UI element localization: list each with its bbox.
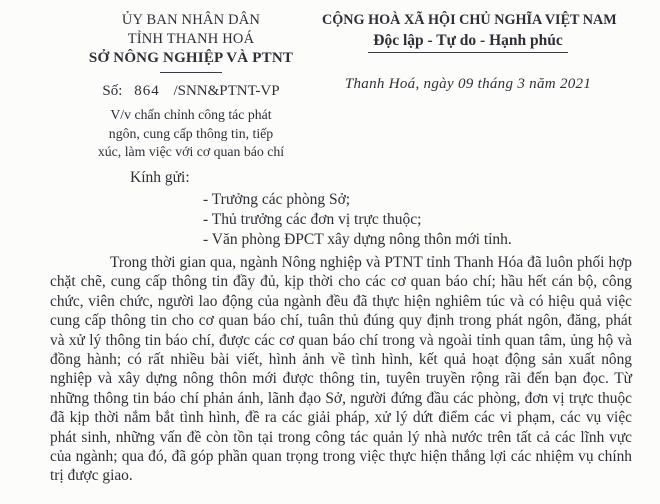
agency-underline-rule: [160, 72, 222, 73]
issuer-agency-name: SỞ NÔNG NGHIỆP VÀ PTNT: [88, 50, 294, 66]
recipient-line: - Thủ trưởng các đơn vị trực thuộc;: [203, 211, 422, 229]
issuer-superior-line2: TỈNH THANH HOÁ: [127, 31, 255, 47]
recipient-line: - Văn phòng ĐPCT xây dựng nông thôn mới tỉnh.: [203, 231, 512, 249]
place-and-date: Thanh Hoá, ngày 09 tháng 3 năm 2021: [344, 76, 592, 92]
national-motto: Độc lập - Tự do - Hạnh phúc: [368, 31, 567, 53]
document-number-value: 864: [134, 83, 160, 99]
salutation-label: Kính gửi:: [130, 169, 190, 186]
document-subject-line: ngôn, cung cấp thông tin, tiếp: [108, 125, 274, 141]
document-number-line: [50, 82, 332, 101]
issuer-superior-line1: ỦY BAN NHÂN DÂN: [121, 12, 261, 28]
recipient-line: - Trưởng các phòng Sở;: [203, 191, 351, 208]
document-subject: [50, 106, 332, 162]
document-subject-line: V/v chấn chỉnh công tác phát: [110, 107, 272, 122]
recipients-list: [203, 190, 512, 251]
document-number-suffix: /SNN&PTNT-VP: [173, 83, 280, 99]
document-subject-line: xúc, làm việc với cơ quan báo chí: [97, 144, 285, 160]
body-paragraph: Trong thời gian qua, ngành Nông nghiệp và PTNT tỉnh Thanh Hóa đã luôn phối hợp chặt chẽ, cung cấp thông tin đầy đủ, kịp thời cho các cơ quan báo chí; hầu hết cán bộ, công chức, viên chức, người lao động của ngành đều đã thực hiện nghiêm túc và có hiệu quả việc cung cấp thông tin cho cơ quan báo chí, tuân thủ đúng quy định trong phát ngôn, đăng, phát và xử lý thông tin báo chí, được các cơ quan báo chí trong và ngoài tỉnh quan tâm, ủng hộ và đồng hành; có rất nhiều bài viết, hình ảnh về tình hình, kết quả hoạt động sản xuất nông nghiệp và xây dựng nông thôn mới được thông tin, tuyên truyền rộng rãi đến bạn đọc. Từ những thông tin báo chí phản ánh, lãnh đạo Sở, người đứng đầu các phòng, đơn vị trực thuộc đã kịp thời nắm bắt tình hình, đề ra các giải pháp, xử lý dứt điểm các vi phạm, các vụ việc phát sinh, những vấn đề còn tồn tại trong công tác quản lý nhà nước trên tất cả các lĩnh vực của ngành; qua đó, đã góp phần quan trọng trong việc thực hiện thắng lợi các nhiệm vụ chính trị được giao.: [50, 254, 632, 485]
document-number-label: Số:: [102, 83, 123, 99]
issuer-header-block: [50, 11, 332, 162]
national-title: CỘNG HOÀ XÃ HỘI CHỦ NGHĨA VIỆT NAM: [322, 12, 617, 28]
national-header-block: [322, 11, 617, 93]
